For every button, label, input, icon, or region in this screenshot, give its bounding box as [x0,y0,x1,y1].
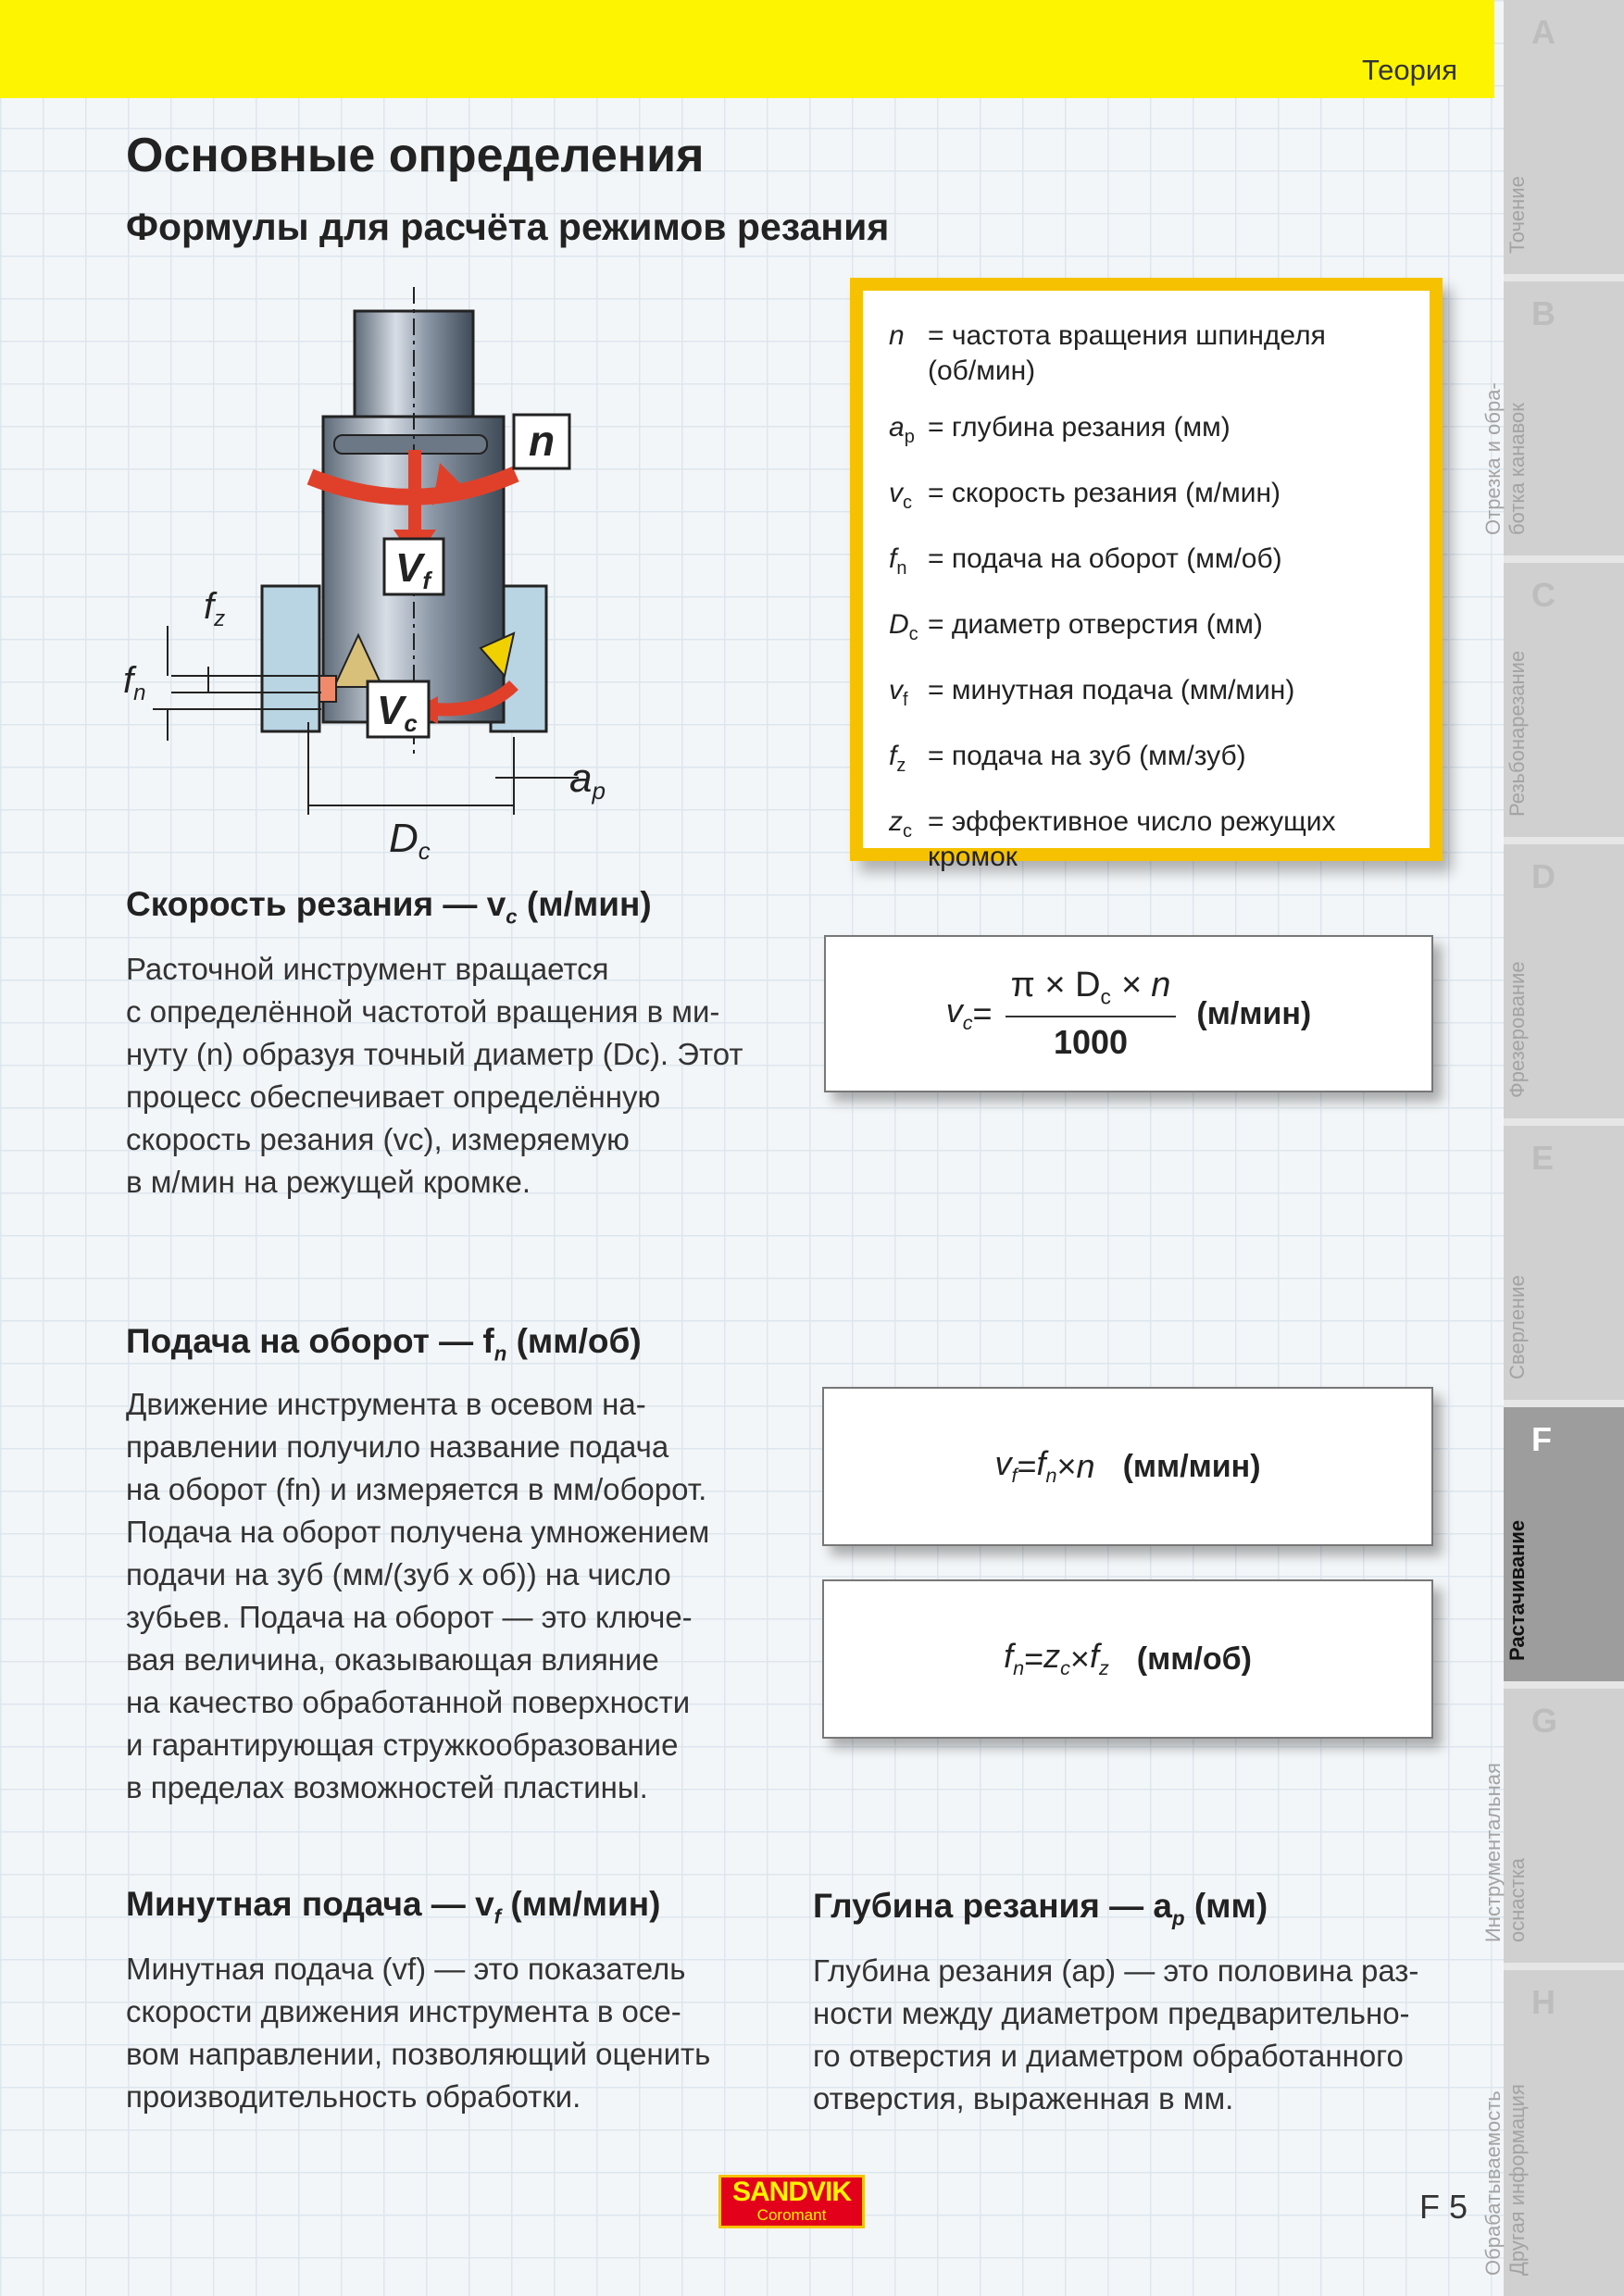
heading-cutting-speed: Скорость резания — $v_c$ (м/мин) [126,885,652,929]
tab-b[interactable] [1481,281,1624,555]
legend-row [889,739,1409,783]
legend-symbol: $D_c$ [889,609,918,644]
label-dc: D [389,816,418,861]
page-subtitle: Формулы для расчёта режимов резания [126,206,890,248]
legend-row [889,318,1409,389]
legend-text: = подача на зуб (мм/зуб) [928,741,1246,771]
text-feed-per-rev: Движение инструмента в осевом на- правлении получило название подача на оборот (fn) и измеряется в мм/оборот. Подача на оборот получена умножением подачи на зуб (мм/(зуб х об)) на число зубьев. Подача на оборот — это ключе- вая величина, оказывающая влияние на качество обработанной поверхности и гарантирующая стружкообразование в пределах возможностей пластины. [126,1387,710,1804]
tab-label: Обрабатываемость Другая информация [1481,2084,1529,2276]
label-fz-sub: z [214,606,226,631]
section-label: Теория [1361,54,1457,86]
tab-h[interactable] [1481,1970,1624,2296]
tab-label: Сверление [1505,1275,1529,1379]
legend-row [889,607,1409,652]
tab-e[interactable] [1504,1126,1624,1400]
legend-symbol: n [889,320,905,351]
legend-symbol: $f_z$ [889,741,906,776]
tab-f[interactable] [1504,1407,1624,1681]
formula-vc: $v_c$ = $\frac{\pi \times D_c \times n}{1000}$ (м/мин) [824,935,1433,1092]
legend-text: = минутная подача (мм/мин) [928,675,1295,705]
chapter-sidebar [1481,0,1624,2296]
tab-label: Резьбонарезание [1505,650,1529,817]
legend-text: = подача на оборот (мм/об) [928,543,1282,574]
tab-c[interactable] [1504,563,1624,837]
label-fn: f [123,660,134,701]
legend-symbol: $v_c$ [889,478,912,513]
heading-depth-of-cut: Глубина резания — $a_p$ (мм) [813,1887,1268,1930]
legend-row [889,410,1409,455]
legend-text: = частота вращения шпинделя (об/мин) [928,320,1326,386]
svg-text:fz [204,586,225,631]
tab-a[interactable] [1504,0,1624,274]
legend-text: = эффективное число режущих кромок [928,806,1336,872]
sandvik-logo: SANDVIK Coromant [718,2175,865,2228]
text-cutting-speed: Расточной инструмент вращается с определённой частотой вращения в ми- нуту (n) образуя точный диаметр (Dc). Этот процесс обеспечивает определённую скорость резания (vc), измеряемую в м/мин на режущей кромке. [126,952,743,1199]
tab-label: Инструментальная оснастка [1481,1763,1529,1942]
legend-symbol: $f_n$ [889,543,907,579]
symbol-legend [850,278,1443,872]
label-n: n [528,417,556,465]
label-ap: a [569,755,593,801]
heading-feed-per-rev: Подача на оборот — $f_n$ (мм/об) [126,1322,642,1366]
tab-letter: C [1531,576,1555,614]
legend-row [889,673,1409,718]
legend-symbol: $z_c$ [889,806,912,842]
tab-label: Фрезерование [1505,961,1529,1098]
header-bar [0,0,1494,98]
legend-row [889,805,1409,875]
formula-fn: $f_n$ = $z_c$ × $f_z$ (мм/об) [822,1579,1433,1739]
label-vc: V [377,688,405,733]
text-table-feed: Минутная подача (vf) — это показатель скорости движения инструмента в осе- вом направлении, позволяющий оценить производительность обработки. [126,1952,711,2114]
boring-tool-diagram [116,278,634,870]
label-dc-sub: c [418,837,431,865]
legend-row [889,476,1409,520]
text-depth-of-cut: Глубина резания (ap) — это половина раз- ности между диаметром предварительно- го отверстия и диаметром обработанного отверстия, выраженная в мм. [813,1953,1419,2115]
label-fn-sub: n [133,680,146,705]
legend-row [889,542,1409,586]
legend-text: = глубина резания (мм) [928,412,1230,443]
tab-label: Точение [1505,176,1529,254]
tab-letter: E [1531,1139,1555,1177]
label-vf-sub: f [422,567,431,594]
label-vf: V [395,545,423,591]
page-title: Основные определения [126,129,705,182]
tab-letter: H [1531,1983,1555,2021]
legend-symbol: $v_f$ [889,675,908,710]
formula-vf: $v_f$ = $f_n$ × n (мм/мин) [822,1387,1433,1546]
tab-label: Отрезка и обра- ботка канавок [1481,382,1529,535]
tab-letter: G [1531,1702,1558,1740]
legend-text: = скорость резания (м/мин) [928,478,1281,508]
heading-table-feed: Минутная подача — $v_f$ (мм/мин) [126,1885,661,1928]
svg-text:fn [123,660,145,705]
tab-letter: D [1531,857,1555,895]
tab-label: Растачивание [1505,1519,1529,1661]
tab-d[interactable] [1504,844,1624,1118]
label-fz: f [204,586,215,627]
page-number: F 5 [1419,2188,1468,2226]
svg-text:ap [569,755,606,805]
legend-symbol: $a_p$ [889,412,915,447]
tab-letter: B [1531,294,1555,332]
tab-letter: A [1531,13,1555,51]
legend-text: = диаметр отверстия (мм) [928,609,1263,640]
tab-g[interactable] [1481,1689,1624,1963]
tab-letter: F [1531,1420,1552,1458]
label-vc-sub: c [404,709,418,737]
label-ap-sub: p [592,777,606,805]
svg-text:Dc [389,816,431,865]
